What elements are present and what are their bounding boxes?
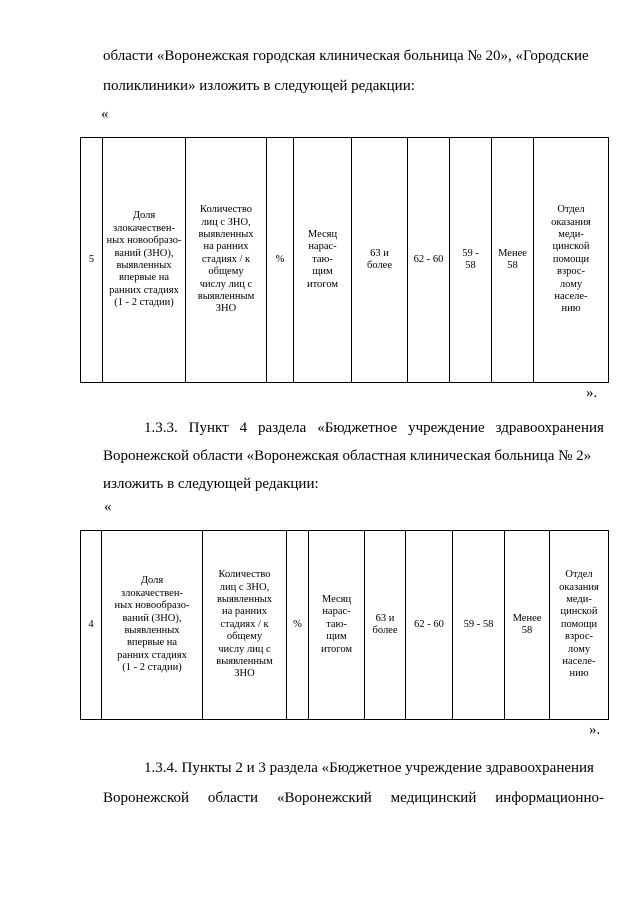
table-1 [80, 137, 609, 383]
para2-word: 4 [239, 420, 248, 436]
cell-unit: % [287, 531, 309, 720]
cell-range-below: Менее 58 [505, 531, 550, 720]
close-quote-2: ». [589, 722, 601, 738]
para3-word: Воронежской [103, 790, 189, 806]
open-quote-2: « [104, 499, 112, 515]
cell-range-low: 59 - 58 [453, 531, 505, 720]
para2-line3: изложить в следующей редакции: [103, 476, 319, 492]
cell-period: Месяц нарас- таю- щим итогом [309, 531, 365, 720]
table-2 [80, 530, 609, 720]
cell-indicator: Доля злокачествен- ных новообразо- ваний (ЗНО), выявленных впервые на ранних стадиях (1 - 2 стадии) [102, 531, 203, 720]
close-quote-1: ». [586, 385, 598, 401]
cell-formula: Количество лиц с ЗНО, выявленных на ранних стадиях / к общему числу лиц с выявленным ЗНО [186, 138, 267, 383]
para2-word: раздела [258, 420, 307, 436]
cell-range-high: 63 и более [365, 531, 406, 720]
cell-formula: Количество лиц с ЗНО, выявленных на ранних стадиях / к общему числу лиц с выявленным ЗНО [203, 531, 287, 720]
para3-line1: 1.3.4. Пункты 2 и 3 раздела «Бюджетное учреждение здравоохранения [144, 760, 594, 776]
cell-department: Отдел оказания меди- цинской помощи взрос- лому населе- нию [550, 531, 609, 720]
cell-range-low: 59 - 58 [450, 138, 492, 383]
cell-indicator: Доля злокачествен- ных новообразо- ваний (ЗНО), выявленных впервые на ранних стадиях (1 - 2 стадии) [103, 138, 186, 383]
para1-line1-text: области «Воронежская городская клиническая больница № 20», «Городские [103, 48, 589, 64]
para2-line2: Воронежской области «Воронежская областная клиническая больница № 2» [103, 448, 592, 464]
para3-word: «Воронежский [276, 790, 372, 806]
para2-word: здравоохранения [495, 420, 604, 436]
open-quote-1: « [101, 106, 109, 122]
para3-word: области [207, 790, 259, 806]
cell-range-mid: 62 - 60 [408, 138, 450, 383]
para3-word: медицинский [390, 790, 477, 806]
para1-line1 [103, 47, 604, 65]
para2-word: учреждение [408, 420, 485, 436]
para2-word: 1.3.3. [144, 420, 178, 436]
cell-unit: % [267, 138, 294, 383]
para1-line2: поликлиники» изложить в следующей редакции: [103, 78, 415, 94]
para3-line2 [103, 789, 604, 807]
cell-department: Отдел оказания меди- цинской помощи взрос- лому населе- нию [534, 138, 609, 383]
cell-period: Месяц нарас- таю- щим итогом [294, 138, 352, 383]
para3-word: информационно- [495, 790, 604, 806]
cell-number: 4 [81, 531, 102, 720]
cell-range-below: Менее 58 [492, 138, 534, 383]
cell-range-mid: 62 - 60 [406, 531, 453, 720]
cell-number: 5 [81, 138, 103, 383]
cell-range-high: 63 и более [352, 138, 408, 383]
para2-line1 [144, 419, 604, 437]
table-row [81, 531, 609, 720]
table-row [81, 138, 609, 383]
para2-word: «Бюджетное [317, 420, 398, 436]
para2-word: Пункт [188, 420, 229, 436]
